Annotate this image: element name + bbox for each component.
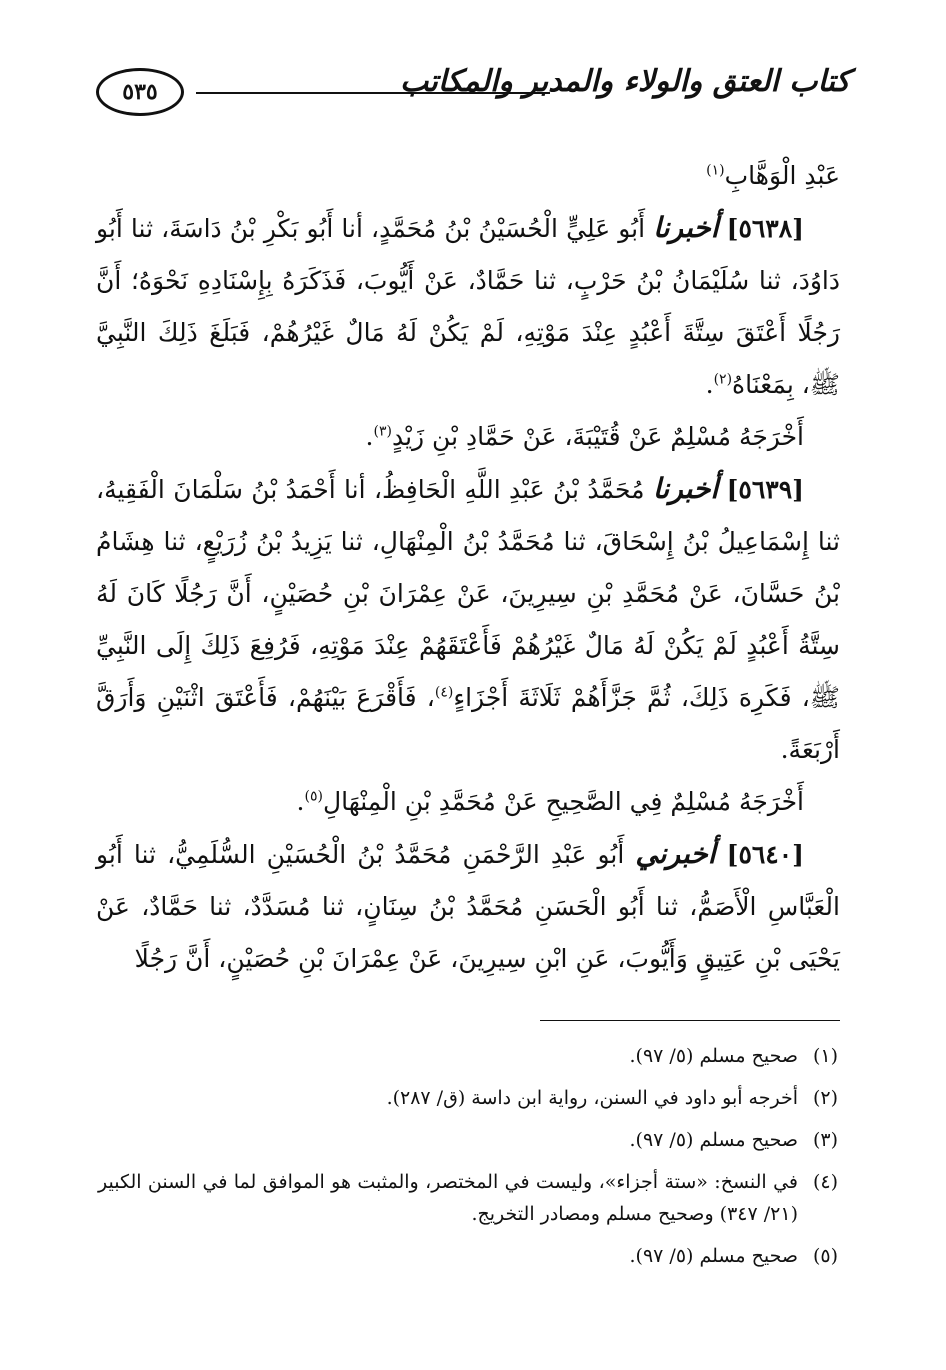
- footnote-4: [98, 1166, 838, 1230]
- sentence-end: .: [705, 370, 714, 399]
- footnote-ref-5: (٥): [304, 788, 323, 805]
- hadith-5639: [96, 463, 840, 776]
- book-title: كتاب العتق والولاء والمدبر والمكاتب: [400, 64, 850, 99]
- header-rule: [196, 92, 550, 94]
- hadith-number: [٥٦٣٩]: [726, 475, 804, 504]
- footnote-ref-1: (١): [706, 162, 725, 179]
- takhrij-note: [96, 776, 840, 828]
- page-number: ٥٣٥: [96, 68, 184, 116]
- sentence-end: .: [365, 422, 374, 451]
- footnote-ref-4: (٤): [434, 684, 454, 701]
- footnote-ref-3: (٣): [373, 423, 392, 440]
- transmission-term: أخبرنا: [652, 472, 719, 505]
- footnote-text: صحيح مسلم (٥/ ٩٧).: [629, 1129, 798, 1151]
- transmission-term: أخبرنا: [653, 211, 719, 244]
- footnote-number: (١): [812, 1045, 838, 1067]
- footnote-separator: [540, 1020, 840, 1021]
- sentence-end: .: [296, 787, 305, 816]
- footnote-text: أخرجه أبو داود في السنن، رواية ابن داسة (ق/ ٢٨٧).: [386, 1087, 798, 1109]
- hadith-number: [٥٦٣٨]: [726, 214, 804, 243]
- footnote-text: صحيح مسلم (٥/ ٩٧).: [629, 1245, 798, 1267]
- takhrij-text: أَخْرَجَهُ مُسْلِمٌ فِي الصَّحِيحِ عَنْ مُحَمَّدِ بْنِ الْمِنْهَالِ: [322, 787, 804, 816]
- hadith-5640: [96, 828, 840, 985]
- footnote-3: [98, 1124, 838, 1156]
- footnote-text: في النسخ: «ستة أجزاء»، وليست في المختصر، والمثبت هو الموافق لما في السنن الكبير (٢١/ ٣٤٧) وصحيح مسلم ومصادر التخريج.: [98, 1171, 798, 1225]
- footnote-number: (٣): [812, 1129, 838, 1151]
- footnote-5: [98, 1240, 838, 1272]
- footnote-number: (٤): [812, 1171, 838, 1193]
- footnote-text: صحيح مسلم (٥/ ٩٧).: [629, 1045, 798, 1067]
- paragraph-continuation: [96, 150, 840, 202]
- takhrij-text: أَخْرَجَهُ مُسْلِمٌ عَنْ قُتَيْبَةَ، عَنْ حَمَّادِ بْنِ زَيْدٍ: [391, 422, 804, 451]
- main-text: [96, 150, 840, 985]
- hadith-5638: [96, 202, 840, 411]
- footnotes: [98, 1040, 838, 1282]
- footnote-number: (٢): [812, 1087, 838, 1109]
- takhrij-note: [96, 411, 840, 463]
- hadith-number: [٥٦٤٠]: [726, 840, 805, 869]
- footnote-ref-2: (٢): [713, 371, 733, 388]
- hadith-text: أَبُو عَبْدِ الرَّحْمَنِ مُحَمَّدُ بْنُ الْحُسَيْنِ السُّلَمِيُّ، ثنا أَبُو الْعَبَّاسِ الْأَصَمُّ، ثنا أَبُو الْحَسَنِ مُحَمَّدُ بْنُ سِنَانٍ، ثنا مُسَدَّدٌ، ثنا حَمَّادٌ، عَنْ يَحْيَى بْنِ عَتِيقٍ وَأَيُّوبَ، عَنِ ابْنِ سِيرِينَ، عَنْ عِمْرَانَ بْنِ حُصَيْنٍ، أَنَّ رَجُلًا: [96, 840, 840, 973]
- hadith-text: مُحَمَّدُ بْنُ عَبْدِ اللَّهِ الْحَافِظُ، أنا أَحْمَدُ بْنُ سَلْمَانَ الْفَقِيهُ، ثنا إِسْمَاعِيلُ بْنُ إِسْحَاقَ، ثنا مُحَمَّدُ بْنُ الْمِنْهَالِ، ثنا يَزِيدُ بْنُ زُرَيْعٍ، ثنا هِشَامُ بْنُ حَسَّانَ، عَنْ مُحَمَّدِ بْنِ سِيرِينَ، عَنْ عِمْرَانَ بْنِ حُصَيْنٍ، أَنَّ رَجُلًا كَانَ لَهُ سِتَّةُ أَعْبُدٍ لَمْ يَكُنْ لَهُ مَالٌ غَيْرُهُمْ فَأَعْتَقَهُمْ عِنْدَ مَوْتِهِ، فَرُفِعَ ذَلِكَ إِلَى النَّبِيِّ ﷺ، فَكَرِهَ ذَلِكَ، ثُمَّ جَزَّأَهُمْ ثَلَاثَةَ أَجْزَاءٍ: [96, 475, 841, 712]
- paragraph-text: عَبْدِ الْوَهَّابِ: [724, 161, 840, 190]
- footnote-1: [98, 1040, 838, 1072]
- page-header: [96, 62, 850, 118]
- hadith-text-continued: ، فَأَقْرَعَ بَيْنَهُمْ، فَأَعْتَقَ اثْنَيْنِ وَأَرَقَّ أَرْبَعَةً.: [96, 683, 840, 764]
- footnote-number: (٥): [812, 1245, 838, 1267]
- hadith-text: أَبُو عَلِيٍّ الْحُسَيْنُ بْنُ مُحَمَّدٍ، أنا أَبُو بَكْرِ بْنُ دَاسَةَ، ثنا أَبُو دَاوُدَ، ثنا سُلَيْمَانُ بْنُ حَرْبٍ، ثنا حَمَّادٌ، عَنْ أَيُّوبَ، فَذَكَرَهُ بِإِسْنَادِهِ نَحْوَهُ؛ أَنَّ رَجُلًا أَعْتَقَ سِتَّةَ أَعْبُدٍ عِنْدَ مَوْتِهِ، لَمْ يَكُنْ لَهُ مَالٌ غَيْرُهُمْ، فَبَلَغَ ذَلِكَ النَّبِيَّ ﷺ، بِمَعْنَاهُ: [96, 214, 840, 399]
- footnote-2: [98, 1082, 838, 1114]
- transmission-term: أخبرني: [635, 837, 716, 870]
